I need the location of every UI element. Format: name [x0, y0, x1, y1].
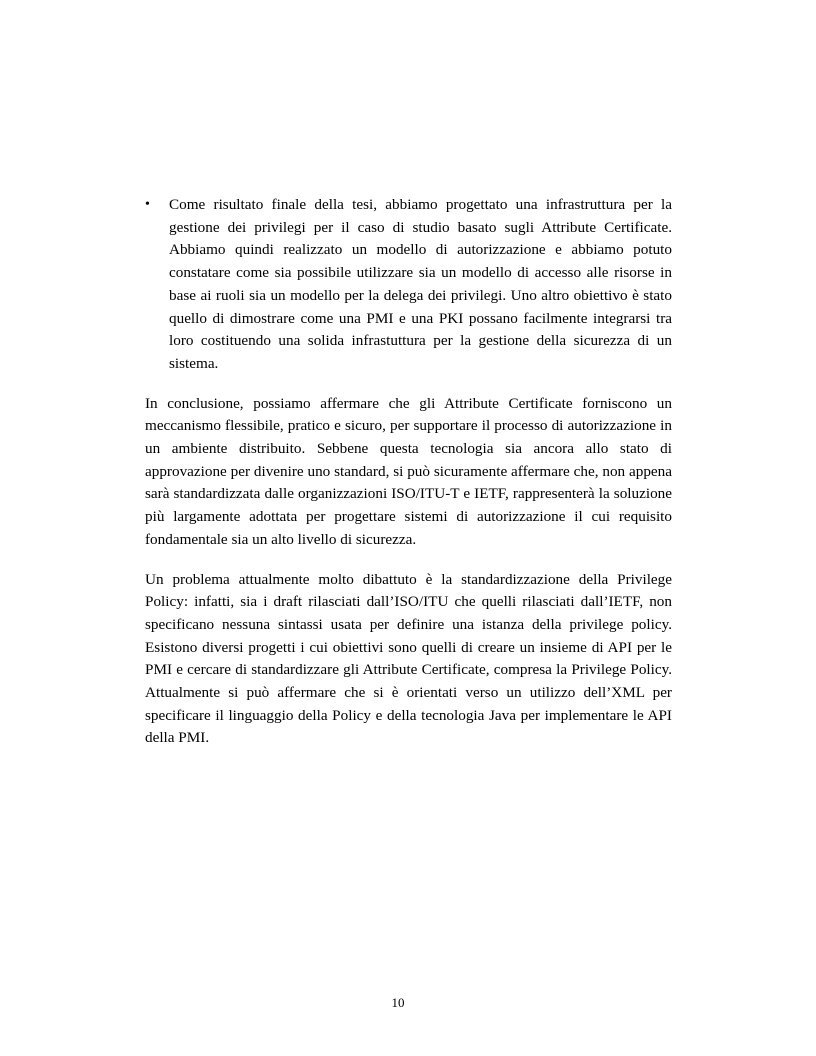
bullet-icon: •: [145, 197, 150, 212]
bullet-text: Come risultato finale della tesi, abbiamo progettato una infrastruttura per la gestione dei privilegi per il caso di studio basato sugli Attribute Certificate. Abbiamo quindi realizzato un modello di autorizzazione e abbiamo potuto constatare come sia possibile utilizzare sia un modello di accesso alle risorse in base ai ruoli sia un modello per la delega dei privilegi. Uno altro obiettivo è stato quello di dimostrare come una PMI e una PKI possano facilmente integrarsi tra loro costituendo una solida infrastuttura per la gestione della sicurezza di un sistema.: [169, 196, 672, 372]
conclusion-paragraph: In conclusione, possiamo affermare che gli Attribute Certificate forniscono un meccanismo flessibile, pratico e sicuro, per supportare il processo di autorizzazione in un ambiente distribuito. Sebbene questa tecnologia sia ancora allo stato di approvazione per divenire uno standard, si può sicuramente affermare che, non appena sarà standardizzata dalle organizzazioni ISO/ITU-T e IETF, rappresenterà la soluzione più largamente adottata per progettare sistemi di autorizzazione il cui requisito fondamentale sia un alto livello di sicurezza.: [145, 394, 672, 548]
privilege-policy-paragraph: Un problema attualmente molto dibattuto è la standardizzazione della Privilege Policy: infatti, sia i draft rilasciati dall’ISO/ITU che quelli rilasciati dall’IETF, non specificano nessuna sintassi usata per definire una istanza della privilege policy. Esistono diversi progetti i cui obiettivi sono quelli di creare un insieme di API per le PMI e cercare di standardizzare gli Attribute Certificate, compresa la Privilege Policy. Attualmente si può affermare che si è orientati verso un utilizzo dell’XML per specificare il linguaggio della Policy e della tecnologia Java per implementare le API della PMI.: [145, 570, 672, 747]
document-body: [145, 194, 672, 750]
page-number: 10: [391, 995, 405, 1010]
bullet-item: [145, 194, 672, 376]
bullet-list: [145, 194, 672, 376]
